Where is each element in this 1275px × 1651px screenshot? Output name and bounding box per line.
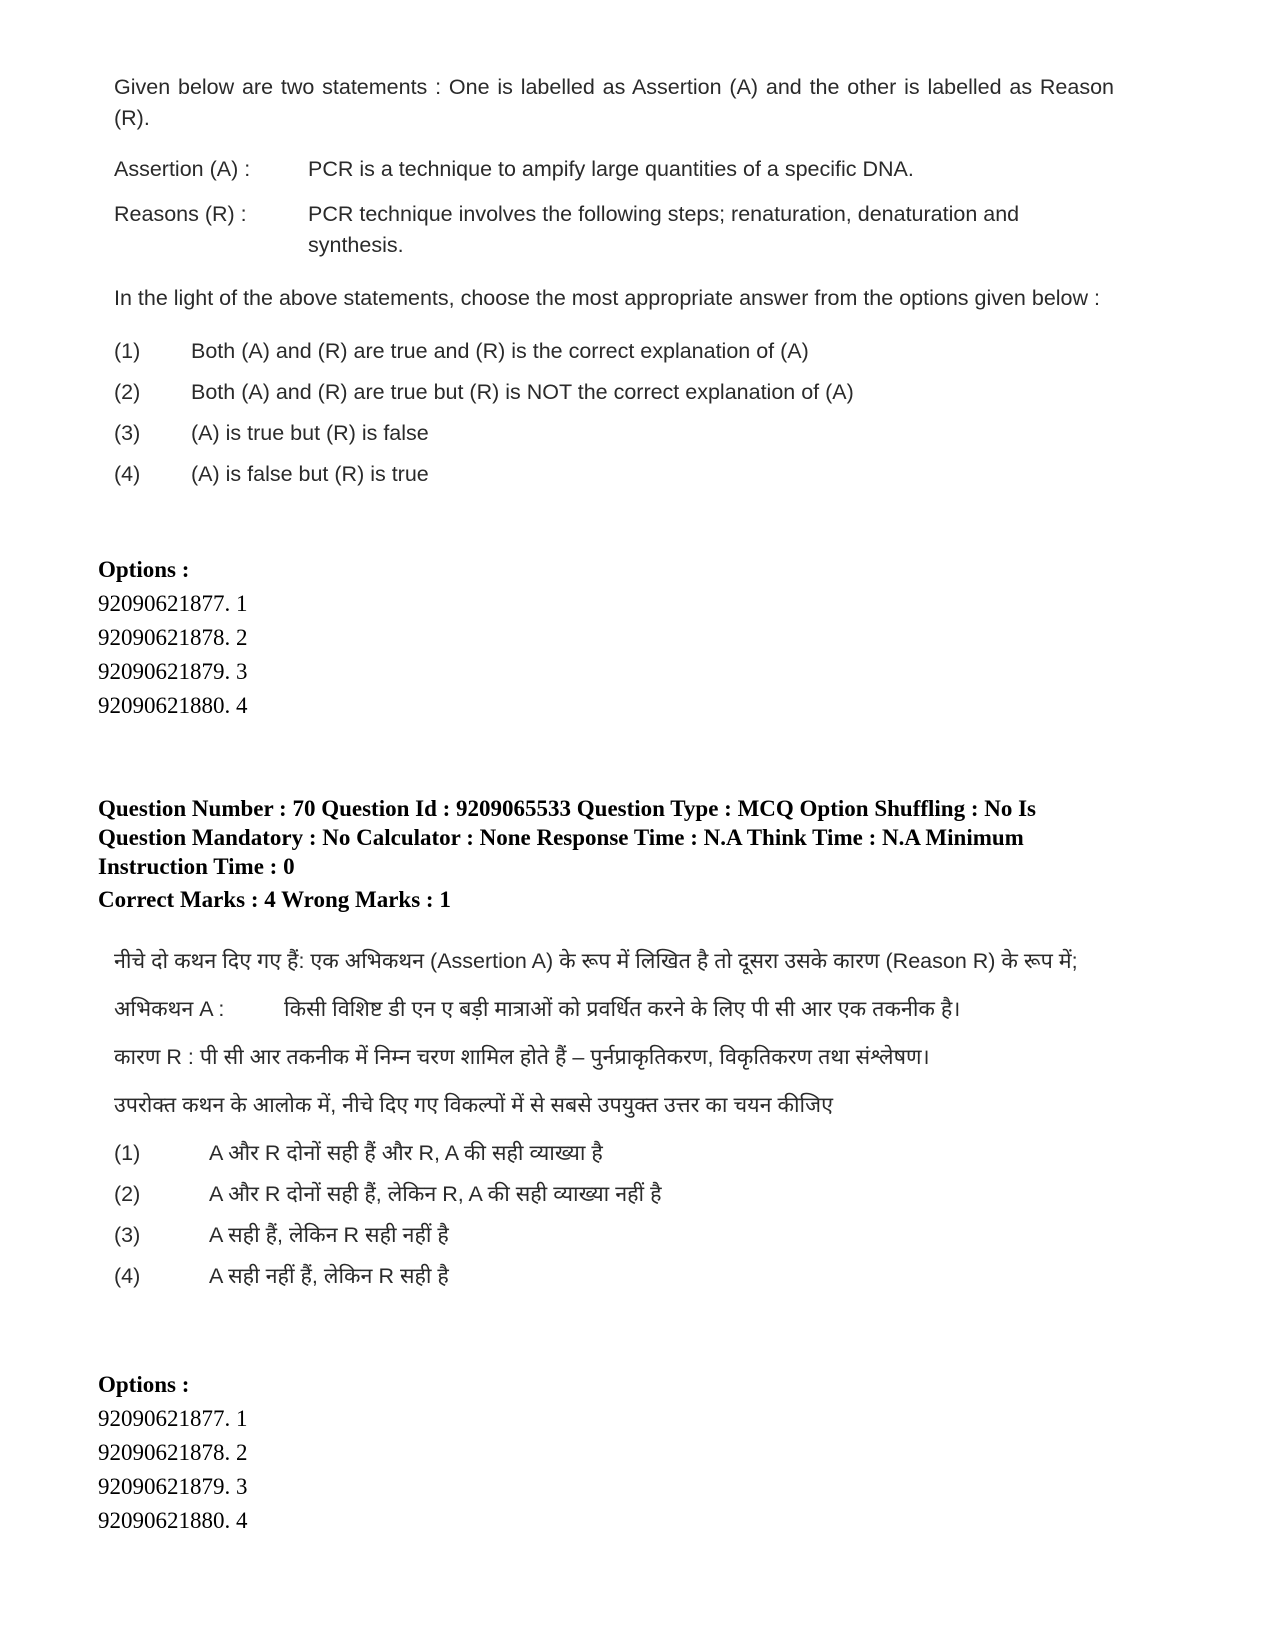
option-item: 92090621878. 2	[98, 625, 248, 650]
question-prompt-hindi: उपरोक्त कथन के आलोक में, नीचे दिए गए विकल्पों में से सबसे उपयुक्त उत्तर का चयन कीजिए	[114, 1093, 833, 1117]
assertion-statement	[114, 154, 1114, 185]
answer-choice	[114, 1138, 1124, 1179]
reason-text: PCR technique involves the following steps; renaturation, denaturation and synthesis.	[308, 202, 1020, 257]
option-item: 92090621880. 4	[98, 693, 248, 718]
assertion-text: PCR is a technique to ampify large quantities of a specific DNA.	[308, 157, 914, 181]
choice-number: (4)	[114, 1264, 141, 1288]
answer-choice	[114, 418, 1114, 459]
question-intro-hindi: नीचे दो कथन दिए गए हैं: एक अभिकथन (Assertion A) के रूप में लिखित है तो दूसरा उसके कारण (Reason R) के रूप में;	[114, 949, 1078, 973]
answer-choice	[114, 377, 1114, 418]
option-item: 92090621879. 3	[98, 1474, 248, 1499]
answer-choice	[114, 1179, 1124, 1220]
answer-choice	[114, 336, 1114, 377]
question-prompt: In the light of the above statements, choose the most appropriate answer from the options given below :	[114, 286, 1100, 310]
question-meta-line: Question Number : 70 Question Id : 9209065533 Question Type : MCQ Option Shuffling : No Is Question Mandatory : No Calculator : None Response Time : N.A Think Time : N.A Minimum Instruction Time : 0	[98, 796, 1037, 879]
answer-choice	[114, 459, 1114, 500]
option-item: 92090621877. 1	[98, 591, 248, 616]
reason-statement	[114, 199, 1114, 261]
choice-number: (3)	[114, 1223, 141, 1247]
choice-text: A और R दोनों सही हैं और R, A की सही व्याख्या है	[209, 1141, 603, 1165]
choice-number: (1)	[114, 1141, 141, 1165]
question-hindi	[114, 946, 1124, 1302]
option-item: 92090621879. 3	[98, 659, 248, 684]
question-intro: Given below are two statements : One is labelled as Assertion (A) and the other is labelled as Reason (R).	[114, 75, 1114, 130]
option-item: 92090621877. 1	[98, 1406, 248, 1431]
choice-number: (1)	[114, 339, 141, 363]
assertion-statement-hindi	[114, 994, 1124, 1024]
choice-text: (A) is true but (R) is false	[191, 421, 429, 445]
options-heading: Options :	[98, 557, 190, 582]
answer-choices-hindi	[114, 1138, 1124, 1302]
option-item: 92090621878. 2	[98, 1440, 248, 1465]
assertion-label: Assertion (A) :	[114, 157, 251, 181]
question-english	[114, 72, 1114, 500]
choice-number: (2)	[114, 380, 141, 404]
reason-line-hindi: कारण R : पी सी आर तकनीक में निम्न चरण शामिल होते हैं – पुर्नप्राकृतिकरण, विकृतिकरण तथा संश्लेषण।	[114, 1045, 930, 1069]
answer-choice	[114, 1261, 1124, 1302]
marks-line: Correct Marks : 4 Wrong Marks : 1	[98, 887, 451, 912]
choice-number: (3)	[114, 421, 141, 445]
options-list-2	[98, 1368, 248, 1538]
answer-choices	[114, 336, 1114, 500]
assertion-text-hindi: किसी विशिष्ट डी एन ए बड़ी मात्राओं को प्रवर्धित करने के लिए पी सी आर एक तकनीक है।	[284, 997, 961, 1021]
answer-choice	[114, 1220, 1124, 1261]
option-item: 92090621880. 4	[98, 1508, 248, 1533]
options-heading: Options :	[98, 1372, 190, 1397]
choice-text: A और R दोनों सही हैं, लेकिन R, A की सही व्याख्या नहीं है	[209, 1182, 662, 1206]
choice-number: (2)	[114, 1182, 141, 1206]
choice-text: Both (A) and (R) are true and (R) is the correct explanation of (A)	[191, 339, 809, 363]
choice-text: Both (A) and (R) are true but (R) is NOT the correct explanation of (A)	[191, 380, 854, 404]
assertion-label-hindi: अभिकथन A :	[114, 997, 225, 1021]
choice-text: A सही नहीं हैं, लेकिन R सही है	[209, 1264, 449, 1288]
options-list-1	[98, 553, 248, 723]
choice-text: A सही हैं, लेकिन R सही नहीं है	[209, 1223, 449, 1247]
choice-text: (A) is false but (R) is true	[191, 462, 429, 486]
reason-label: Reasons (R) :	[114, 202, 247, 226]
question-meta	[98, 794, 1128, 914]
choice-number: (4)	[114, 462, 141, 486]
